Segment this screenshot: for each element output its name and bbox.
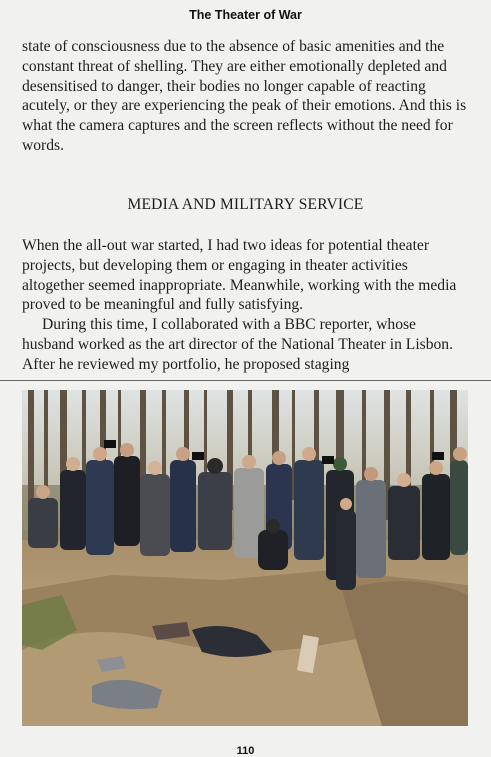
section-heading: MEDIA AND MILITARY SERVICE [127,196,364,213]
section-body [22,236,468,375]
page-divider [0,380,491,381]
running-head: The Theater of War [189,8,302,22]
body-paragraph: state of consciousness due to the absence of basic amenities and the constant threat of shelling. They are either emotionally depleted and desensitised to danger, their bodies no longer capable of reacting acutely, or they are experiencing the peak of their emotions. And this is what the camera captures and the screen reflects without the need for words. [22,38,467,154]
page-number: 110 [236,745,255,757]
body-paragraph: During this time, I collaborated with a BBC reporter, whose husband worked as the art director of the National Theater in Lisbon. After he reviewed my portfolio, he proposed staging [22,316,454,373]
body-paragraph: When the all-out war started, I had two ideas for potential theater projects, but developing them or engaging in theater activities altogether seemed inappropriate. Meanwhile, working with the media proved to be meaningful and fully satisfying. [22,237,457,314]
news-photograph [22,390,468,726]
